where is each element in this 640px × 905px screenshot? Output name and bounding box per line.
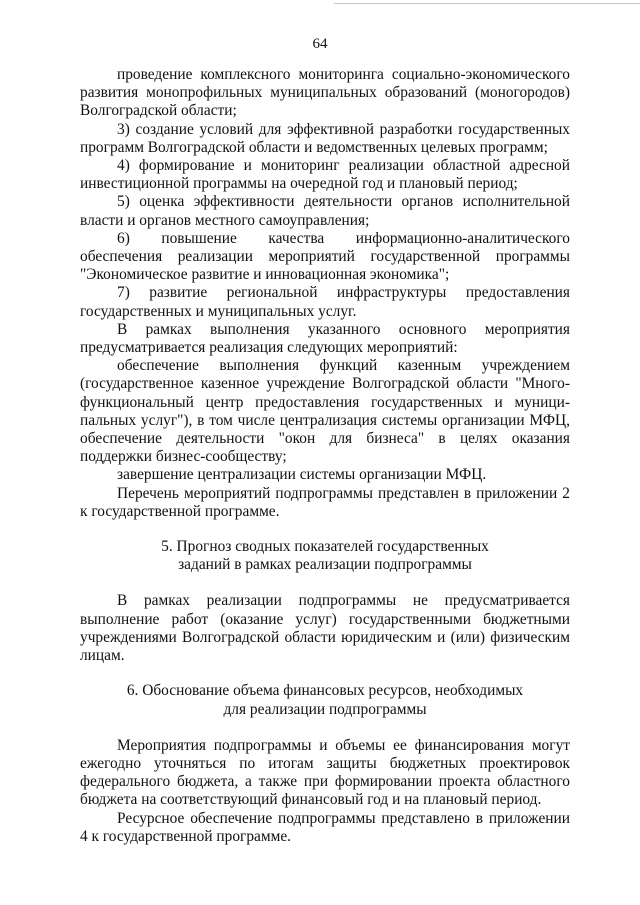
document-body xyxy=(80,66,570,846)
paragraph: В рамках выполнения указанного основного мероприятия предусматривается реализация следующих мероприятий: xyxy=(80,320,570,357)
heading-line: 6. Обоснование объема финансовых ресурсов, необходимых xyxy=(126,682,524,700)
paragraph: 5) оценка эффективности деятельности органов исполнительной власти и органов местного самоуправления; xyxy=(80,193,570,229)
spacer xyxy=(80,521,570,538)
spacer xyxy=(80,719,570,737)
paragraph: Перечень мероприятий подпрограммы представлен в приложении 2 к государственной программе. xyxy=(80,484,570,520)
paragraph: 7) развитие региональной инфраструктуры предоставления государственных и муниципальных услуг. xyxy=(80,284,570,320)
paragraph: обеспечение выполнения функций казенным учреждением (государственное казенное учреждение Волгоградской области "Многофункциональный центр предоставления государственных и муниципальных услуг"), в том числе централизация системы организации МФЦ, обеспечение деятельности "окон для бизнеса" в целях оказания поддержки бизнес-сообществу; xyxy=(80,357,570,466)
top-edge-line xyxy=(334,3,640,4)
paragraph: Мероприятия подпрограммы и объемы ее финансирования могут ежегодно уточняться по итогам защиты бюджетных проектировок федерального бюджета, а также при формировании проекта областного бюджета на соответствующий финансовый год и на плановый период. xyxy=(80,736,570,809)
section-5-heading xyxy=(80,538,570,574)
spacer xyxy=(80,574,570,592)
paragraph: 6) повышение качества информационно-аналитического обеспечения реализации мероприятий государственной программы "Экономическое развитие и инновационная экономика"; xyxy=(80,229,570,284)
heading-line: заданий в рамках реализации подпрограммы xyxy=(178,556,472,574)
paragraph: проведение комплексного мониторинга социально-экономического развития монопрофильных муниципальных образований (моногородов) Волгоградской области; xyxy=(80,66,570,120)
paragraph: 3) создание условий для эффективной разработки государственных программ Волгоградской области и ведомственных целевых программ; xyxy=(80,120,570,156)
spacer xyxy=(80,665,570,682)
heading-line: 5. Прогноз сводных показателей государственных xyxy=(161,538,489,556)
paragraph: завершение централизации системы организации МФЦ. xyxy=(117,466,487,484)
paragraph: В рамках реализации подпрограммы не предусматривается выполнение работ (оказание услуг) государственными бюджетными учреждениями Волгоградской области юридическим и (или) физическим лицам. xyxy=(80,592,570,665)
paragraph: 4) формирование и мониторинг реализации областной адресной инвестиционной программы на очередной год и плановый период; xyxy=(80,157,570,193)
heading-line: для реализации подпрограммы xyxy=(223,700,427,718)
paragraph: Ресурсное обеспечение подпрограммы представлено в приложении 4 к государственной программе. xyxy=(80,809,570,845)
page-number: 64 xyxy=(312,36,328,52)
section-6-heading xyxy=(80,682,570,718)
